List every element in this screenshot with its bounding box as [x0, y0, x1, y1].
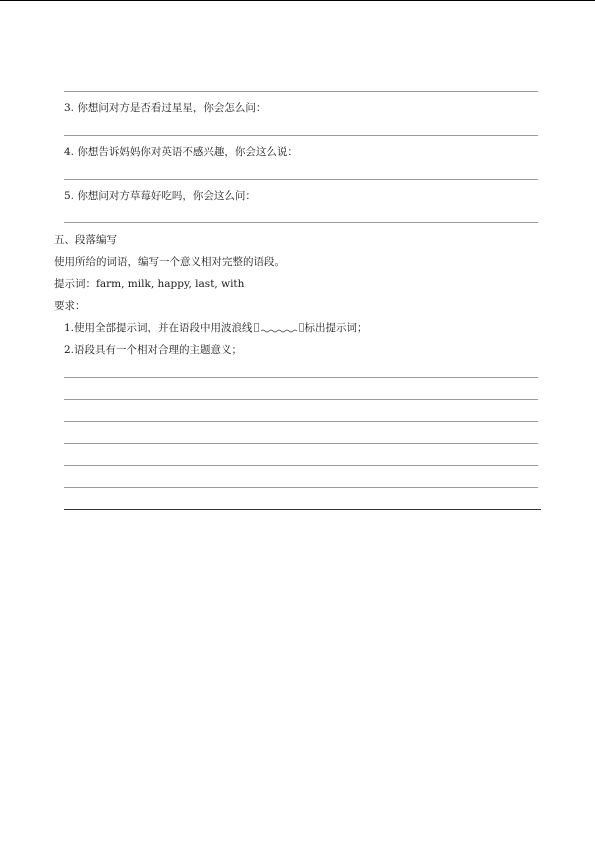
answer-line	[64, 91, 538, 92]
hint-label: 提示词：	[54, 278, 96, 290]
question-text: 你想问对方是否看过星星，你会怎么问：	[77, 102, 267, 114]
requirements-label: 要求：	[54, 300, 86, 312]
requirement-2: 2.语段具有一个相对合理的主题意义；	[64, 344, 243, 356]
section-instruction: 使用所给的词语，编写一个意义相对完整的语段。	[54, 256, 285, 268]
question-4	[64, 145, 298, 159]
writing-line	[64, 465, 538, 466]
section-heading: 五、段落编写	[54, 234, 117, 246]
writing-line	[64, 443, 538, 444]
question-text: 你想告诉妈妈你对英语不感兴趣，你会这么说：	[77, 146, 298, 158]
question-3	[64, 101, 266, 115]
question-number: 4.	[64, 146, 75, 158]
writing-line	[64, 487, 538, 488]
hint-words-line	[54, 277, 244, 291]
writing-line	[64, 421, 538, 422]
hint-words: farm, milk, happy, last, with	[96, 278, 245, 290]
question-number: 3.	[64, 102, 75, 114]
requirement-1-text-after: 标出提示词；	[304, 322, 368, 334]
requirement-1	[64, 321, 368, 335]
writing-line	[64, 509, 541, 510]
wavy-underline-icon	[261, 323, 297, 333]
answer-line	[64, 222, 538, 223]
answer-line	[64, 135, 538, 136]
page-top-border	[0, 0, 595, 1]
question-5	[64, 189, 256, 203]
blank-box-icon	[299, 323, 304, 332]
writing-line	[64, 377, 538, 378]
question-number: 5.	[64, 190, 75, 202]
requirement-1-text-before: 1.使用全部提示词，并在语段中用波浪线	[64, 322, 253, 334]
question-text: 你想问对方草莓好吃吗，你会这么问：	[77, 190, 256, 202]
writing-line	[64, 399, 538, 400]
blank-box-icon	[254, 323, 259, 332]
answer-line	[64, 179, 538, 180]
